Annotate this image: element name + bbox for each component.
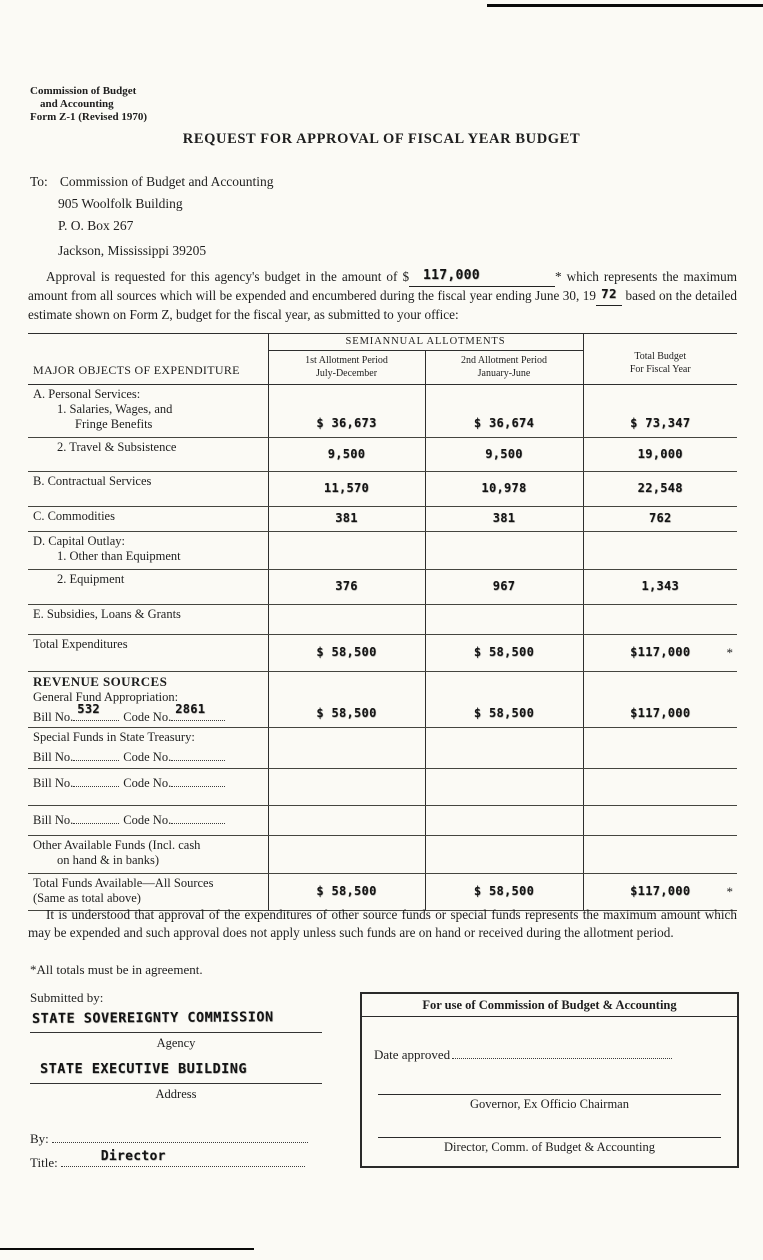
allotment2-value [425, 768, 583, 805]
code-no-field [171, 811, 225, 824]
label-line: Other Available Funds (Incl. cash [33, 837, 201, 852]
title-label: Title: [30, 1155, 58, 1170]
title-line [30, 1149, 305, 1171]
code-no-label: Code No. [123, 775, 172, 790]
code-no-label: Code No. [123, 812, 172, 827]
title-field [61, 1149, 305, 1167]
revenue-label [28, 805, 268, 835]
code-no-label: Code No. [123, 750, 172, 765]
code-no-value: 2861 [175, 702, 206, 717]
intro-text-1: Approval is requested for this agency's budget in the amount of $ [46, 269, 410, 284]
code-no-label: Code No. [123, 709, 172, 724]
addressee-block [30, 174, 274, 259]
submitted-by-label: Submitted by: [30, 990, 104, 1005]
label-line: 1. Other than Equipment [57, 549, 181, 564]
label-line: Total Expenditures [33, 636, 128, 651]
total-budget-value [583, 604, 737, 634]
col-header-total-budget [583, 334, 737, 385]
agency-label: Agency [156, 1036, 196, 1050]
letterhead [30, 85, 147, 125]
bill-no-value: 532 [77, 702, 100, 717]
allotment2-value [425, 604, 583, 634]
to-label: To: [30, 174, 48, 189]
revenue-sources-title: REVENUE SOURCES [33, 673, 168, 689]
agreement-asterisk: * [726, 644, 733, 660]
label-line: 1. Salaries, Wages, and [57, 402, 173, 417]
row-travel-subsistence [28, 437, 737, 471]
total-budget-value: $117,000 * [583, 873, 737, 910]
expenditure-label [28, 569, 268, 604]
total-budget-value: $117,000 [583, 671, 737, 727]
allotment1-value [268, 531, 425, 569]
col-header-objects: MAJOR OBJECTS OF EXPENDITURE [28, 334, 268, 385]
allotment1-value: $ 58,500 [268, 671, 425, 727]
label-line: A. Personal Services: [33, 386, 141, 401]
expenditure-label [28, 531, 268, 569]
table-header-row-1 [28, 334, 737, 351]
label-line: 2. Equipment [57, 571, 125, 586]
second-allotment-header-line1: 2nd Allotment Period [460, 354, 548, 366]
code-no-field [171, 774, 225, 787]
intro-text-2: which represents the maximum amount from all sources which will be expended and encumbered during the fiscal year ending June 30, [28, 269, 738, 304]
allotment1-value: 376 [268, 569, 425, 604]
label-line: on hand & in banks) [57, 852, 160, 867]
row-bill-code-blank-1 [28, 768, 737, 805]
label-line: (Same as total above) [33, 890, 141, 905]
allotment1-value: 11,570 [268, 471, 425, 506]
row-special-funds [28, 728, 737, 769]
agreement-asterisk: * [726, 883, 733, 899]
col-header-second-allotment [425, 350, 583, 384]
addressee-name: Commission of Budget and Accounting [59, 174, 274, 189]
letterhead-line1: Commission of Budget [30, 85, 137, 97]
by-label: By: [30, 1131, 49, 1146]
budget-table [28, 333, 737, 911]
allotment2-value [425, 728, 583, 769]
fiscal-year-field [596, 287, 622, 306]
label-line: E. Subsidies, Loans & Grants [33, 606, 181, 621]
bill-no-field [73, 811, 119, 824]
row-other-available-funds [28, 835, 737, 873]
row-revenue-general-fund [28, 671, 737, 727]
fiscal-year-value: 72 [601, 286, 617, 302]
title-value-stamp: Director [100, 1149, 166, 1164]
agency-signature-line [30, 1032, 322, 1033]
allotment2-value: 381 [425, 506, 583, 531]
label-line: D. Capital Outlay: [33, 533, 125, 548]
bill-no-field [73, 774, 119, 787]
address-signature-line [30, 1083, 322, 1084]
governor-signature-label: Governor, Ex Officio Chairman [470, 1097, 629, 1111]
code-no-field [171, 748, 225, 761]
total-budget-value [583, 531, 737, 569]
by-line [30, 1130, 308, 1147]
intro-paragraph [28, 268, 737, 323]
row-commodities [28, 506, 737, 531]
allotment1-value: $ 58,500 [268, 634, 425, 671]
allotment2-value: $ 36,674 [425, 384, 583, 437]
second-allotment-header-line2: January-June [477, 367, 531, 379]
agency-name-stamp: STATE SOVEREIGNTY COMMISSION [31, 1009, 274, 1027]
label-line: 2. Travel & Subsistence [57, 439, 177, 454]
director-signature-label: Director, Comm. of Budget & Accounting [444, 1140, 655, 1154]
bill-code-line [33, 774, 263, 791]
row-capital-outlay-other [28, 531, 737, 569]
row-personal-services-salaries [28, 384, 737, 437]
revenue-label [28, 768, 268, 805]
bill-no-label: Bill No. [33, 709, 74, 724]
first-allotment-header-line1: 1st Allotment Period [305, 354, 388, 366]
revenue-label [28, 873, 268, 910]
row-bill-code-blank-2 [28, 805, 737, 835]
scan-artifact-bottom [0, 1248, 254, 1250]
expenditure-label [28, 471, 268, 506]
special-funds-label: Special Funds in State Treasury: [33, 730, 195, 745]
code-no-field [171, 702, 225, 721]
total-budget-header-line1: Total Budget [634, 350, 687, 362]
total-budget-header-line2: For Fiscal Year [629, 363, 691, 375]
col-header-first-allotment [268, 350, 425, 384]
expenditure-label [28, 604, 268, 634]
row-equipment [28, 569, 737, 604]
bill-code-line [33, 702, 263, 725]
total-budget-value [583, 805, 737, 835]
total-budget-value: 1,343 [583, 569, 737, 604]
expenditure-label [28, 384, 268, 437]
row-contractual-services [28, 471, 737, 506]
commission-approval-box [360, 992, 739, 1168]
approval-box-header: For use of Commission of Budget & Accounting [362, 994, 737, 1017]
allotment2-value: $ 58,500 [425, 873, 583, 910]
total-budget-value: $ 73,347 [583, 384, 737, 437]
expenditure-label [28, 437, 268, 471]
understanding-paragraph: It is understood that approval of the expenditures of other source funds or special funds represents the maximum amount which may be expended and such approval does not apply unless such funds are on hand or received during the allotment period. [28, 907, 737, 940]
allotment2-value: $ 58,500 [425, 671, 583, 727]
allotment2-value [425, 835, 583, 873]
revenue-label [28, 835, 268, 873]
total-budget-value: 762 [583, 506, 737, 531]
address-label: Address [155, 1087, 197, 1101]
total-budget-value: 19,000 [583, 437, 737, 471]
allotment2-value: $ 58,500 [425, 634, 583, 671]
by-field [52, 1130, 308, 1143]
addressee-address-line-3: Jackson, Mississippi 39205 [58, 243, 207, 258]
bill-no-label: Bill No. [33, 812, 74, 827]
total-budget-value [583, 768, 737, 805]
label-line: B. Contractual Services [33, 473, 152, 488]
agreement-note: *All totals must be in agreement. [30, 962, 203, 977]
first-allotment-header-line2: July-December [315, 367, 378, 379]
label-line: Total Funds Available—All Sources [33, 875, 214, 890]
addressee-to-line [30, 174, 274, 190]
addressee-address-line-1: 905 Woolfolk Building [58, 196, 183, 211]
allotment2-value: 10,978 [425, 471, 583, 506]
allotment1-value: 381 [268, 506, 425, 531]
allotment2-value [425, 531, 583, 569]
budget-amount-field [409, 268, 555, 287]
date-approved-field [452, 1046, 672, 1059]
director-signature-block [378, 1137, 721, 1155]
total-budget-value: 22,548 [583, 471, 737, 506]
letterhead-form-number: Form Z-1 (Revised 1970) [30, 111, 148, 124]
revenue-label [28, 728, 268, 769]
expenditure-label [28, 506, 268, 531]
allotment1-value: 9,500 [268, 437, 425, 471]
date-approved-line [374, 1046, 672, 1063]
allotment2-value: 9,500 [425, 437, 583, 471]
bill-no-label: Bill No. [33, 750, 74, 765]
budget-amount-value: 117,000 [423, 268, 480, 283]
intro-asterisk: * [555, 269, 562, 284]
addressee-address-line-2: P. O. Box 267 [58, 218, 134, 233]
bill-code-line [33, 748, 263, 765]
label-line: Fringe Benefits [75, 417, 153, 432]
total-budget-value: $117,000 * [583, 634, 737, 671]
allotment2-value: 967 [425, 569, 583, 604]
form-title: REQUEST FOR APPROVAL OF FISCAL YEAR BUDGET [182, 131, 581, 147]
scan-artifact-top [487, 4, 763, 7]
submitted-by-section [30, 990, 322, 1175]
allotment1-value [268, 604, 425, 634]
total-budget-value [583, 728, 737, 769]
total-budget-value [583, 835, 737, 873]
allotment1-value [268, 805, 425, 835]
allotment1-value: $ 36,673 [268, 384, 425, 437]
semiannual-allotments-header: SEMIANNUAL ALLOTMENTS [268, 334, 583, 351]
agency-address-stamp: STATE EXECUTIVE BUILDING [40, 1061, 248, 1077]
allotment2-value [425, 805, 583, 835]
revenue-label [28, 671, 268, 727]
allotment1-value [268, 728, 425, 769]
intro-text-3: based on the detailed estimate shown on Form Z, budget for the fiscal year, as submitted to your office: [28, 288, 737, 322]
date-approved-label: Date approved [374, 1047, 451, 1062]
bill-no-field [73, 748, 119, 761]
allotment1-value [268, 768, 425, 805]
expenditure-label [28, 634, 268, 671]
bill-code-line [33, 811, 263, 828]
bill-no-label: Bill No. [33, 775, 74, 790]
row-total-funds-available [28, 873, 737, 910]
allotment1-value [268, 835, 425, 873]
bill-no-field [73, 702, 119, 721]
general-fund-label: General Fund Appropriation: [33, 689, 179, 704]
fiscal-year-prefix: 19 [582, 288, 596, 304]
allotment1-value: $ 58,500 [268, 873, 425, 910]
label-line: C. Commodities [33, 508, 115, 523]
row-total-expenditures [28, 634, 737, 671]
row-subsidies-loans-grants [28, 604, 737, 634]
letterhead-line2: and Accounting [40, 98, 114, 111]
governor-signature-block [378, 1094, 721, 1112]
